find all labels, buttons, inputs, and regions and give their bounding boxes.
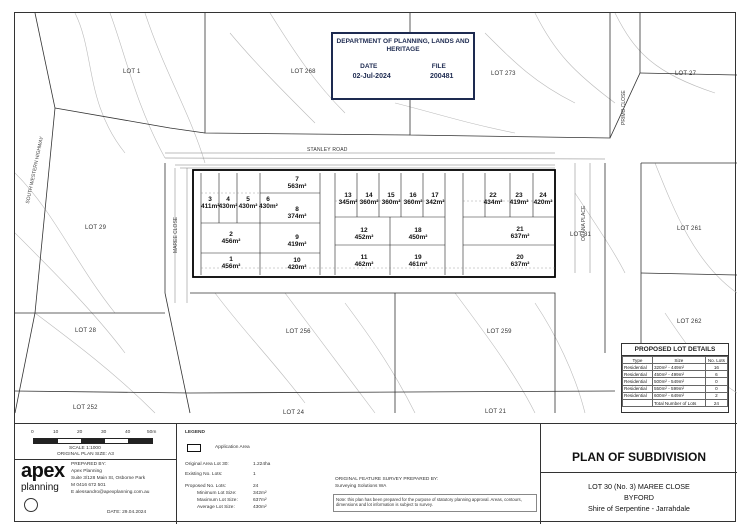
company-address: Suite 3/128 Main St, Osborne Park xyxy=(71,476,146,481)
original-area-label: Original Area Lot 30: xyxy=(185,462,229,467)
application-area-text: Application Area xyxy=(215,445,250,450)
address-line-2: BYFORD xyxy=(624,493,654,502)
survey-value: Surveying Solutions WA xyxy=(335,484,387,489)
lot-details-title: PROPOSED LOT DETAILS xyxy=(622,344,728,356)
orana-place-label: ORANA PLACE xyxy=(581,205,587,241)
primo-close-label: PRIMO CLOSE xyxy=(621,90,627,125)
existing-lots-value: 1 xyxy=(253,472,256,477)
stamp-file-label: FILE xyxy=(431,63,446,71)
company-phone: M 0416 672 501 xyxy=(71,483,106,488)
stamp-file-value: 200481 xyxy=(430,73,454,81)
table-total-row: Total Number of Lots 24 xyxy=(623,399,728,406)
lot-21-label: LOT 21 xyxy=(485,409,507,415)
proposed-lots-label: Proposed No. Lots: xyxy=(185,484,227,489)
lot-29-label: LOT 29 xyxy=(85,225,107,231)
lot-14: 14 360m² xyxy=(359,192,379,206)
lot-31-label: LOT 31 xyxy=(570,232,592,238)
prepared-by-label: PREPARED BY: xyxy=(71,462,106,467)
lot-24-label: LOT 24 xyxy=(283,410,305,416)
lot-256-label: LOT 256 xyxy=(286,329,311,335)
plan-sheet xyxy=(14,12,736,522)
lot-7: 7 563m² xyxy=(287,176,307,190)
table-row: Residential 550m² - 599m² 0 xyxy=(623,385,728,392)
col-type: Type xyxy=(623,357,653,364)
disclaimer-note: Note: this plan has been prepared for the purpose of statutory planning approval. Areas, contours, dimensions and lot information is subject to survey. xyxy=(333,494,537,512)
apex-emblem-icon xyxy=(24,498,38,512)
survey-label: ORIGINAL FEATURE SURVEY PREPARED BY: xyxy=(335,477,439,482)
apex-logo: apex xyxy=(21,460,65,482)
col-no-lots: No. Lots xyxy=(705,357,727,364)
avg-lot-label: Average Lot Size: xyxy=(197,505,235,510)
table-row: Residential 450m² - 499m² 6 xyxy=(623,371,728,378)
lot-2: 2 456m² xyxy=(221,231,241,245)
stamp-date-label: DATE xyxy=(360,63,378,71)
table-row: Residential 600m² - 649m² 2 xyxy=(623,392,728,399)
address-line-1: LOT 30 (No. 3) MAREE CLOSE xyxy=(588,482,690,491)
lot-19: 19 461m² xyxy=(408,254,428,268)
lot-16: 16 360m² xyxy=(403,192,423,206)
lot-262-label: LOT 262 xyxy=(677,319,702,325)
lot-259-label: LOT 259 xyxy=(487,329,512,335)
company-email: E alessandro@apexplanning.com.au xyxy=(71,490,150,495)
maree-close-label: MAREE CLOSE xyxy=(173,216,179,253)
subdivision-map xyxy=(15,13,737,423)
lot-3: 3 411m² xyxy=(201,196,220,210)
lot-1-label: LOT 1 xyxy=(123,69,141,75)
min-lot-value: 342m² xyxy=(253,491,267,496)
apex-logo-sub: planning xyxy=(21,482,59,493)
lot-1: 1 456m² xyxy=(221,256,241,270)
plan-title: PLAN OF SUBDIVISION xyxy=(571,450,706,464)
lot-20: 20 637m² xyxy=(510,254,530,268)
lot-21: 21 637m² xyxy=(510,226,530,240)
proposed-lot-details-table xyxy=(621,343,729,413)
lot-15: 15 360m² xyxy=(381,192,401,206)
legend-panel xyxy=(177,424,541,524)
lot-22: 22 434m² xyxy=(483,192,503,206)
max-lot-label: Maximum Lot Size: xyxy=(197,498,238,503)
stanley-road-label: STANLEY ROAD xyxy=(307,147,348,153)
lot-273-label: LOT 273 xyxy=(491,71,516,77)
lot-24: 24 420m² xyxy=(533,192,553,206)
table-row: Residential 500m² - 549m² 0 xyxy=(623,378,728,385)
lot-268-label: LOT 268 xyxy=(291,69,316,75)
lot-6: 6 430m² xyxy=(259,196,278,210)
avg-lot-value: 430m² xyxy=(253,505,267,510)
lot-11: 11 462m² xyxy=(354,254,374,268)
lot-252-label: LOT 252 xyxy=(73,405,98,411)
scale-text: SCALE 1:1000 xyxy=(69,446,101,451)
lot-12: 12 452m² xyxy=(354,227,374,241)
title-block xyxy=(15,423,737,523)
company-name: Apex Planning xyxy=(71,469,102,474)
legend-label: LEGEND xyxy=(185,430,205,435)
min-lot-label: Minimum Lot Size: xyxy=(197,491,237,496)
scale-bar xyxy=(33,438,153,444)
application-area-swatch xyxy=(187,444,201,452)
stamp-title: DEPARTMENT OF PLANNING, LANDS AND HERITAGE xyxy=(336,38,470,54)
lot-5: 5 430m² xyxy=(238,196,258,210)
lot-9: 9 419m² xyxy=(287,234,307,248)
lot-4: 4 430m² xyxy=(218,196,238,210)
lot-10: 10 420m² xyxy=(287,257,307,271)
lot-18: 18 450m² xyxy=(408,227,428,241)
lot-8: 8 374m² xyxy=(287,206,307,220)
stamp-date-value: 02-Jul-2024 xyxy=(352,73,391,81)
highway-label: SOUTH WESTERN HIGHWAY xyxy=(25,135,46,205)
lot-23: 23 419m² xyxy=(509,192,529,206)
existing-lots-label: Existing No. Lots: xyxy=(185,472,223,477)
lot-261-label: LOT 261 xyxy=(677,226,702,232)
col-size: Size xyxy=(652,357,705,364)
lot-27-label: LOT 27 xyxy=(675,71,697,77)
lot-28-label: LOT 28 xyxy=(75,328,97,334)
lot-13: 13 345m² xyxy=(338,192,358,206)
max-lot-value: 637m² xyxy=(253,498,267,503)
prepared-by-panel: 0 10 20 30 40 50m SCALE 1:1000 ORIGINAL PLAN SIZE: A3 apex planning PREPARED BY: Apex Planning Suite 3/128 Main St, Osborne Park M 0416 672 501 E alessandro@apexplanning.com.au DATE: 29.04.2024 xyxy=(15,424,177,524)
plan-date: DATE: 29.04.2024 xyxy=(107,510,147,515)
approval-stamp xyxy=(331,32,475,100)
proposed-lots-value: 24 xyxy=(253,484,259,489)
plan-size-text: ORIGINAL PLAN SIZE: A3 xyxy=(57,452,114,457)
plan-title-panel xyxy=(541,424,737,524)
lot-17: 17 342m² xyxy=(425,192,445,206)
original-area-value: 1.224ha xyxy=(253,462,271,467)
address-line-3: Shire of Serpentine - Jarrahdale xyxy=(588,504,690,513)
table-row: Residential 320m² - 449m² 16 xyxy=(623,364,728,371)
